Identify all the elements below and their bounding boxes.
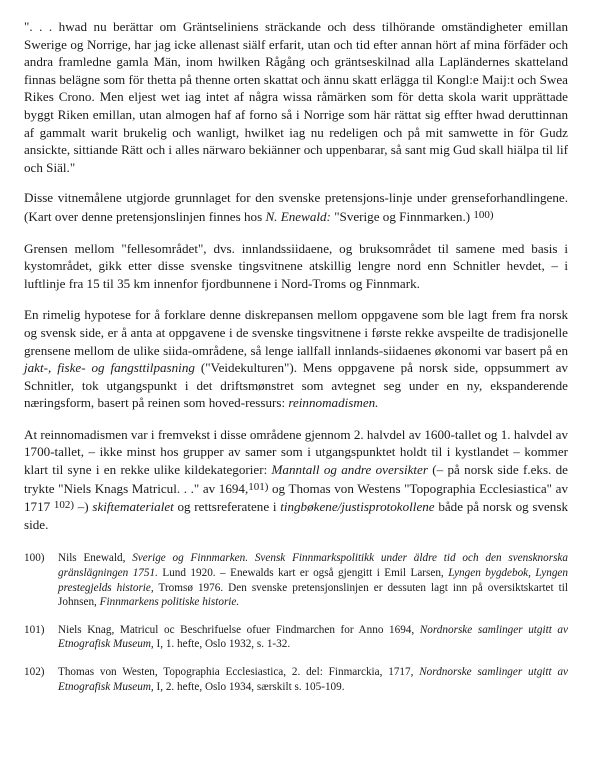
- emphasis-text: Manntall og andre oversikter: [271, 462, 428, 478]
- quote-text: ". . . hwad nu berättar om Gräntseliniens sträckande och dess tilhörande omständigheter emillan Swerige og Norrige, har jag icke allenast siälf erfarit, utan och tid efter annan hört af mina förfäder och andra framledne gamla Män, inom hwilken Rågång och gräntseskilnad alla Lapländernes skatteland finnas belägne som för thetta på thenne orten skattat och ännu skatt erlägga til Kongl:e Maij:t och Swea Rikes Crono. Men eljest wet iag intet af några wissa råmärken som för detta skola warit upprättade byggt Riken emillan, utan almogen haf af forno så i Norrige som här rättat sig effter hwad deruttinnan af gammalt warit brukelig och wanligt, hwilket iag nu redeligen och på mit samwette in för Gudz ansickte, sittiande Rätt och i alles närwaro bekiänner och uppenbarar, så sant mig Gud skall hiälpa til lif och Siäl.": [24, 19, 568, 175]
- footnote-part: Nils Enewald,: [58, 552, 133, 565]
- footnote-title: Finnmarkens politiske historie.: [99, 596, 240, 609]
- paragraph-text: og Thomas von Westens "Topographia Ecclesiastica" av 1717: [24, 480, 568, 515]
- footnote-title: Sverige og Finnmarken. Svensk Finnmarkspolitikk under äldre tid och den svensknorska gränslägningen 1751.: [58, 552, 568, 580]
- paragraph-hypothesis: [24, 306, 568, 412]
- footnote-title: Nordnorske samlinger utgitt av Etnografisk Museum,: [58, 666, 568, 693]
- paragraph-text: –): [74, 499, 93, 515]
- footnote-title: Lyngen bygdebok, Lyngen prestegjelds historie,: [58, 567, 568, 594]
- footnote-part: Lund 1920. – Enewalds kart er også gjengitt i Emil Larsen,: [157, 567, 449, 580]
- footnote-ref-100: 100): [473, 208, 494, 221]
- quote-paragraph: [24, 18, 568, 176]
- paragraph-text: (– på norsk side f.eks. de trykte "Niels Knags Matricul. . ." av 1694,: [24, 462, 568, 496]
- footnote-item: [24, 623, 568, 652]
- footnote-text: [58, 551, 568, 609]
- paragraph-text: "Sverige og Finnmarken.): [330, 208, 471, 224]
- footnote-part: Niels Knag, Matricul oc Beschrifuelse ofuer Findmarchen for Anno 1694,: [58, 623, 420, 636]
- paragraph-pretension-line: [24, 189, 568, 225]
- author-name: N. Enewald:: [265, 208, 331, 224]
- footnote-title: Nordnorske samlinger utgitt av Etnografisk Museum,: [58, 623, 568, 651]
- paragraph-text: og rettsreferatene i: [173, 499, 281, 515]
- paragraph-text: At reinnomadismen var i fremvekst i disse områdene gjennom 2. halvdel av 1600-tallet og 1. halvdel av 1700-tallet, – ikke minst hos grupper av samer som i utgangspunktet holdt til i kystlandet – kommer klart til syne i en rekke ulike kildekategorier:: [24, 426, 568, 478]
- paragraph-text: Disse vitnemålene utgjorde grunnlaget for den svenske pretensjons-linje under grenseforhandlingene. (Kart over denne pretensjonslinjen finnes hos: [24, 190, 568, 224]
- footnote-item: [24, 665, 568, 694]
- footnote-number: 102): [24, 666, 45, 678]
- footnote-part: Thomas von Westen, Topographia Ecclesiastica, 2. del: Finmarckia, 1717,: [58, 666, 420, 678]
- footnote-number: 101): [24, 623, 45, 636]
- emphasis-text: jakt-, fiske- og fangsttilpasning: [24, 360, 195, 376]
- footnote-part: I, 2. hefte, Oslo 1934, særskilt s. 105-109.: [153, 680, 345, 693]
- footnote-part: Tromsø 1976. Den svenske pretensjonslinjen er dessuten lagt inn på oversiktskartet til Johnsen,: [58, 581, 568, 609]
- footnote-part: I, 1. hefte, Oslo 1932, s. 1-32.: [153, 638, 291, 651]
- footnote-number: 100): [24, 552, 45, 565]
- emphasis-text: reinnomadismen.: [288, 395, 379, 411]
- paragraph-reindeer-nomadism: [24, 426, 568, 534]
- footnote-text: [58, 623, 568, 652]
- footnote-text: [58, 665, 568, 694]
- footnotes: [24, 551, 568, 694]
- paragraph-text: Grensen mellom "fellesområdet", dvs. innlandssiidaene, og bruksområdet til samene med basis i kystområdet, gikk etter disse svenske tingsvitnene atskillig lengre nord enn Schnitler hevdet, – i luftlinje fra 15 til 35 km innenfor fjordbunnene i Nord-Troms og Finnmark.: [24, 240, 568, 291]
- paragraph-text: ("Veidekulturen"). Mens oppgavene på norsk side, oppsummert av Schnitler, tok utgangspunkt i det driftsmønstret som avtegnet seg under en ny, ekspanderende næringsform, basert på reinen som hoved-ressurs:: [24, 360, 568, 411]
- footnote-item: [24, 551, 568, 609]
- paragraph-border: [24, 240, 568, 293]
- emphasis-text: tingbøkene/justisprotokollene: [280, 499, 435, 515]
- paragraph-text: En rimelig hypotese for å forklare denne diskrepansen mellom oppgavene som ble lagt frem fra norsk og svensk side, er å anta at oppgavene i de svenske tingsvitnene i første rekke avspeilte de tradisjonelle grensene mellom de ulike siida-områdene, så lenge iallfall innlands-siidaenes økonomi var basert på en: [24, 307, 568, 358]
- emphasis-text: skiftematerialet: [92, 499, 174, 515]
- footnote-ref-102: 102): [53, 499, 75, 512]
- paragraph-text: både på norsk og svensk side.: [24, 499, 568, 532]
- footnote-ref-101: 101): [248, 480, 269, 493]
